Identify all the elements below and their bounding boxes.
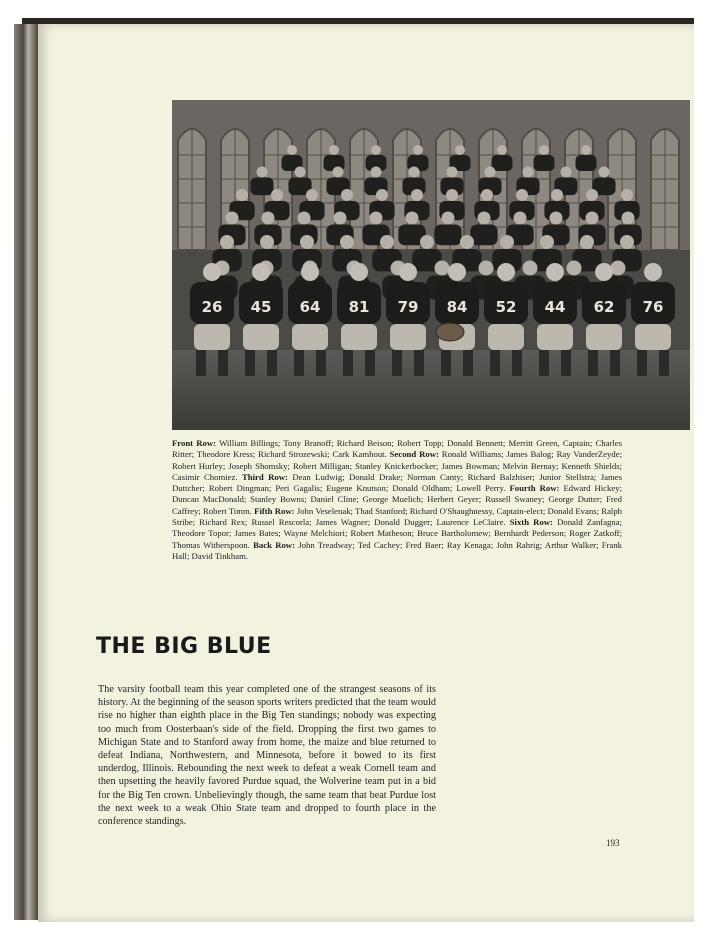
caption-row-label: Third Row: <box>241 471 288 482</box>
caption-row-names: William Billings; Tony Branoff; Richard Beison; Robert Topp; Donald Bennett; Merritt Green, Captain; Charles Ritter; Theodore Kress; Richard Strozewski; Cark Kamhout. <box>172 438 623 460</box>
caption-row-label: Second Row: <box>389 449 439 460</box>
team-photo <box>172 100 690 430</box>
page-title: THE BIG BLUE <box>96 634 272 659</box>
page-number: 193 <box>606 838 620 848</box>
caption-row-label: Front Row: <box>172 438 217 448</box>
jersey-number: 44 <box>544 298 566 316</box>
jersey-number: 64 <box>299 298 321 316</box>
caption-row-label: Fifth Row: <box>254 505 295 516</box>
jersey-number: 26 <box>201 298 223 316</box>
jersey-number: 79 <box>397 298 419 316</box>
caption-row-names: Donald Zanfagna; Theodore Topor; James Bates; Wayne Melchiori; Robert Matheson; Bruce Bartholomew; Bernhardt Pederson; Roger Zatkoff; Thomas Witherspoon. <box>172 517 623 550</box>
article-body: The varsity football team this year completed one of the strangest seasons of its history. At the beginning of the season sports writers predicted that the team would rise no higher than eighth place in the Big Ten standings; nobody was expecting too much from Oosterbaan's side of the field. Dropping the first two games to Michigan State and to Stanford away from home, the maize and blue returned to defeat Indiana, Northwestern, and Minnesota, before it bowed to its first underdog, Illinois. Rebounding the next week to defeat a weak Cornell team and then upsetting the heavily favored Purdue squad, the Wolverine team put in a bid for the Big Ten crown. Unbelievingly though, the same team that beat Purdue lost the next week to a weak Ohio State team and dropped to fourth place in the conference standings. <box>98 684 436 828</box>
caption-row-label: Fourth Row: <box>509 483 560 494</box>
building-facade <box>172 100 690 250</box>
jersey-number: 45 <box>250 298 272 316</box>
caption-row-names: John Veselenak; Thad Stanford; Richard O'Shaughnessy, Captain-elect; Donald Evans; Ralph Stribe; Richard Rex; Russel Rescorla; James Wagner; Donald Dugger; Laurence LeClaire. <box>172 505 623 528</box>
caption-row-names: Edward Hickey; Duncan MacDonald; Stanley Bowns; Daniel Cline; George Muelich; Herbert Geyer; Russell Swaney; George Dutter; Fred Caffrey; Robert Timm. <box>172 483 622 516</box>
caption-row-names: Ronald Williams; James Balog; Ray VanderZeyde; Robert Hurley; Joseph Shomsky; Robert Milligan; Stanley Knickerbocker; James Bowman; Melvin Bernay; Kenneth Shields; Casimir Chomiez. <box>172 449 623 482</box>
jersey-number: 62 <box>593 298 615 316</box>
photo-caption <box>172 438 622 562</box>
caption-row-label: Sixth Row: <box>509 517 553 528</box>
caption-row-label: Back Row: <box>253 539 295 550</box>
jersey-number: 84 <box>446 298 468 316</box>
book-spine <box>14 24 40 920</box>
caption-row-names: Dean Ludwig; Donald Drake; Norman Canty; Richard Balzhiser; Junior Stellstra; James Duttcher; Robert Dingman; Peri Gagalis; Eugene Knutson; Donald Oldham; Lowell Perry. <box>172 471 623 494</box>
jersey-number: 81 <box>348 298 370 316</box>
football <box>436 323 464 341</box>
jersey-number: 76 <box>642 298 664 316</box>
jersey-number: 52 <box>495 298 517 316</box>
caption-row-names: John Treadway; Ted Cachey; Fred Baer; Ray Kenaga; John Rahrig; Arthur Walker; Frank Hall; David Tinkham. <box>172 539 623 561</box>
